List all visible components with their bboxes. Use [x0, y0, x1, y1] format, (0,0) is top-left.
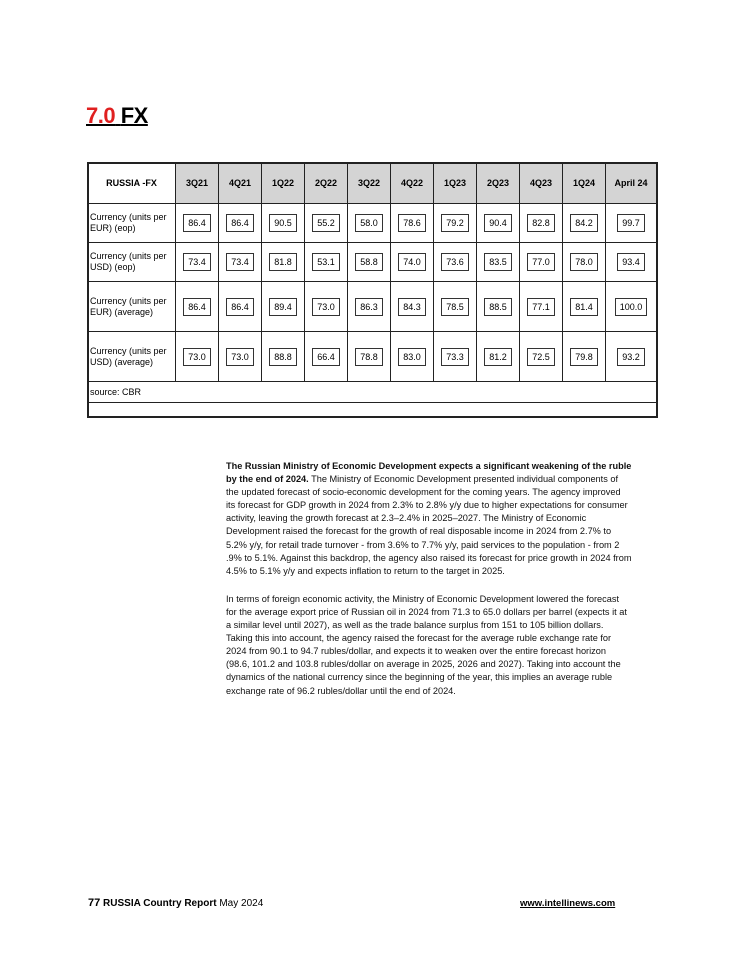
row-label: Currency (units per EUR) (average): [88, 282, 176, 332]
table-cell: 77.0: [520, 243, 563, 282]
table-cell: 93.2: [606, 332, 657, 382]
table-cell: 84.2: [563, 204, 606, 243]
table-cell: 73.3: [434, 332, 477, 382]
page-number: 77: [88, 897, 101, 909]
table-cell: 78.8: [348, 332, 391, 382]
table-cell: 88.5: [477, 282, 520, 332]
table-row: [88, 282, 657, 332]
paragraph-1: [226, 460, 632, 578]
table-cell: 88.8: [262, 332, 305, 382]
table-cell: 83.0: [391, 332, 434, 382]
article-body: [226, 460, 632, 713]
table-cell: 84.3: [391, 282, 434, 332]
footer-left: [88, 897, 263, 909]
column-header: 4Q22: [391, 163, 434, 204]
paragraph-1-lead: The Russian Ministry of Economic Development expects a significant weakening of the ruble by the end of 2024.: [226, 461, 632, 485]
row-label: Currency (units per EUR) (eop): [88, 204, 176, 243]
row-label: Currency (units per USD) (average): [88, 332, 176, 382]
table-cell: 81.8: [262, 243, 305, 282]
column-header: 3Q22: [348, 163, 391, 204]
table-cell: 74.0: [391, 243, 434, 282]
table-cell: 89.4: [262, 282, 305, 332]
column-header: 2Q22: [305, 163, 348, 204]
table-cell: 79.8: [563, 332, 606, 382]
row-label: Currency (units per USD) (eop): [88, 243, 176, 282]
column-header: 4Q23: [520, 163, 563, 204]
table-cell: 77.1: [520, 282, 563, 332]
report-date: May 2024: [219, 898, 264, 909]
table-header-label: RUSSIA -FX: [88, 163, 176, 204]
section-heading: [86, 103, 148, 129]
table-cell: 53.1: [305, 243, 348, 282]
table-cell: 82.8: [520, 204, 563, 243]
table-cell: 72.5: [520, 332, 563, 382]
table-cell: 66.4: [305, 332, 348, 382]
column-header: 1Q23: [434, 163, 477, 204]
table-cell: 58.0: [348, 204, 391, 243]
table-cell: 81.2: [477, 332, 520, 382]
table-cell: 99.7: [606, 204, 657, 243]
table-source-row: [88, 382, 657, 403]
section-title: FX: [120, 103, 148, 128]
table-cell: 78.5: [434, 282, 477, 332]
column-header: 1Q24: [563, 163, 606, 204]
table-cell: 73.0: [176, 332, 219, 382]
section-number: 7.0: [86, 103, 116, 128]
table-row: [88, 243, 657, 282]
table-cell: 73.0: [219, 332, 262, 382]
fx-table-container: [87, 162, 656, 403]
column-header: 1Q22: [262, 163, 305, 204]
fx-table: [87, 162, 657, 403]
table-cell: 73.0: [305, 282, 348, 332]
table-cell: 73.6: [434, 243, 477, 282]
table-cell: 78.6: [391, 204, 434, 243]
table-cell: 81.4: [563, 282, 606, 332]
table-cell: 90.5: [262, 204, 305, 243]
table-cell: 86.4: [176, 282, 219, 332]
table-cell: 79.2: [434, 204, 477, 243]
column-header: 4Q21: [219, 163, 262, 204]
column-header: 3Q21: [176, 163, 219, 204]
table-cell: 73.4: [219, 243, 262, 282]
table-source: source: CBR: [88, 382, 657, 403]
table-cell: 55.2: [305, 204, 348, 243]
table-cell: 86.4: [219, 204, 262, 243]
report-title: RUSSIA Country Report: [103, 898, 217, 909]
table-cell: 78.0: [563, 243, 606, 282]
table-cell: 100.0: [606, 282, 657, 332]
table-cell: 73.4: [176, 243, 219, 282]
table-cell: 90.4: [477, 204, 520, 243]
column-header: April 24: [606, 163, 657, 204]
table-cell: 86.3: [348, 282, 391, 332]
table-cell: 93.4: [606, 243, 657, 282]
table-row: [88, 332, 657, 382]
table-cell: 58.8: [348, 243, 391, 282]
table-row: [88, 204, 657, 243]
website-link[interactable]: www.intellinews.com: [520, 898, 616, 909]
column-header: 2Q23: [477, 163, 520, 204]
table-cell: 83.5: [477, 243, 520, 282]
paragraph-1-text: The Ministry of Economic Development presented individual components of the updated forecast of socio-economic development for the coming years. The agency improved its forecast for GDP growth in 2024 from 2.3% to 2.8% y/y due to higher expectations for consumer activity, leaving the growth forecast at 2.3–2.4% in 2025–2027. The Ministry of Economic Development raised the forecast for the growth of real disposable income in 2024 from 2.7% to 5.2% y/y, for retail trade turnover - from 3.6% to 7.7% y/y, paid services to the population - from 2 .9% to 5.1%. Against this backdrop, the agency also raised its forecast for price growth in 2024 from 4.5% to 5.1% y/y and expects inflation to return to the target in 2025.: [226, 474, 632, 576]
table-cell: 86.4: [176, 204, 219, 243]
table-header-row: [88, 163, 657, 204]
paragraph-2: In terms of foreign economic activity, the Ministry of Economic Development lowered the forecast for the average export price of Russian oil in 2024 from 71.3 to 65.0 dollars per barrel (expects it at a similar level until 2027), as well as the trade balance surplus from 151 to 105 billion dollars. Taking this into account, the agency raised the forecast for the average ruble exchange rate for 2024 from 90.1 to 94.7 rubles/dollar, and expects it to weaken over the entire forecast horizon (98.6, 101.2 and 103.8 rubles/dollar on average in 2025, 2026 and 2027). Taking into account the dynamics of the national currency since the beginning of the year, this implies an average ruble exchange rate of 96.2 rubles/dollar until the end of 2024.: [226, 593, 627, 696]
table-cell: 86.4: [219, 282, 262, 332]
